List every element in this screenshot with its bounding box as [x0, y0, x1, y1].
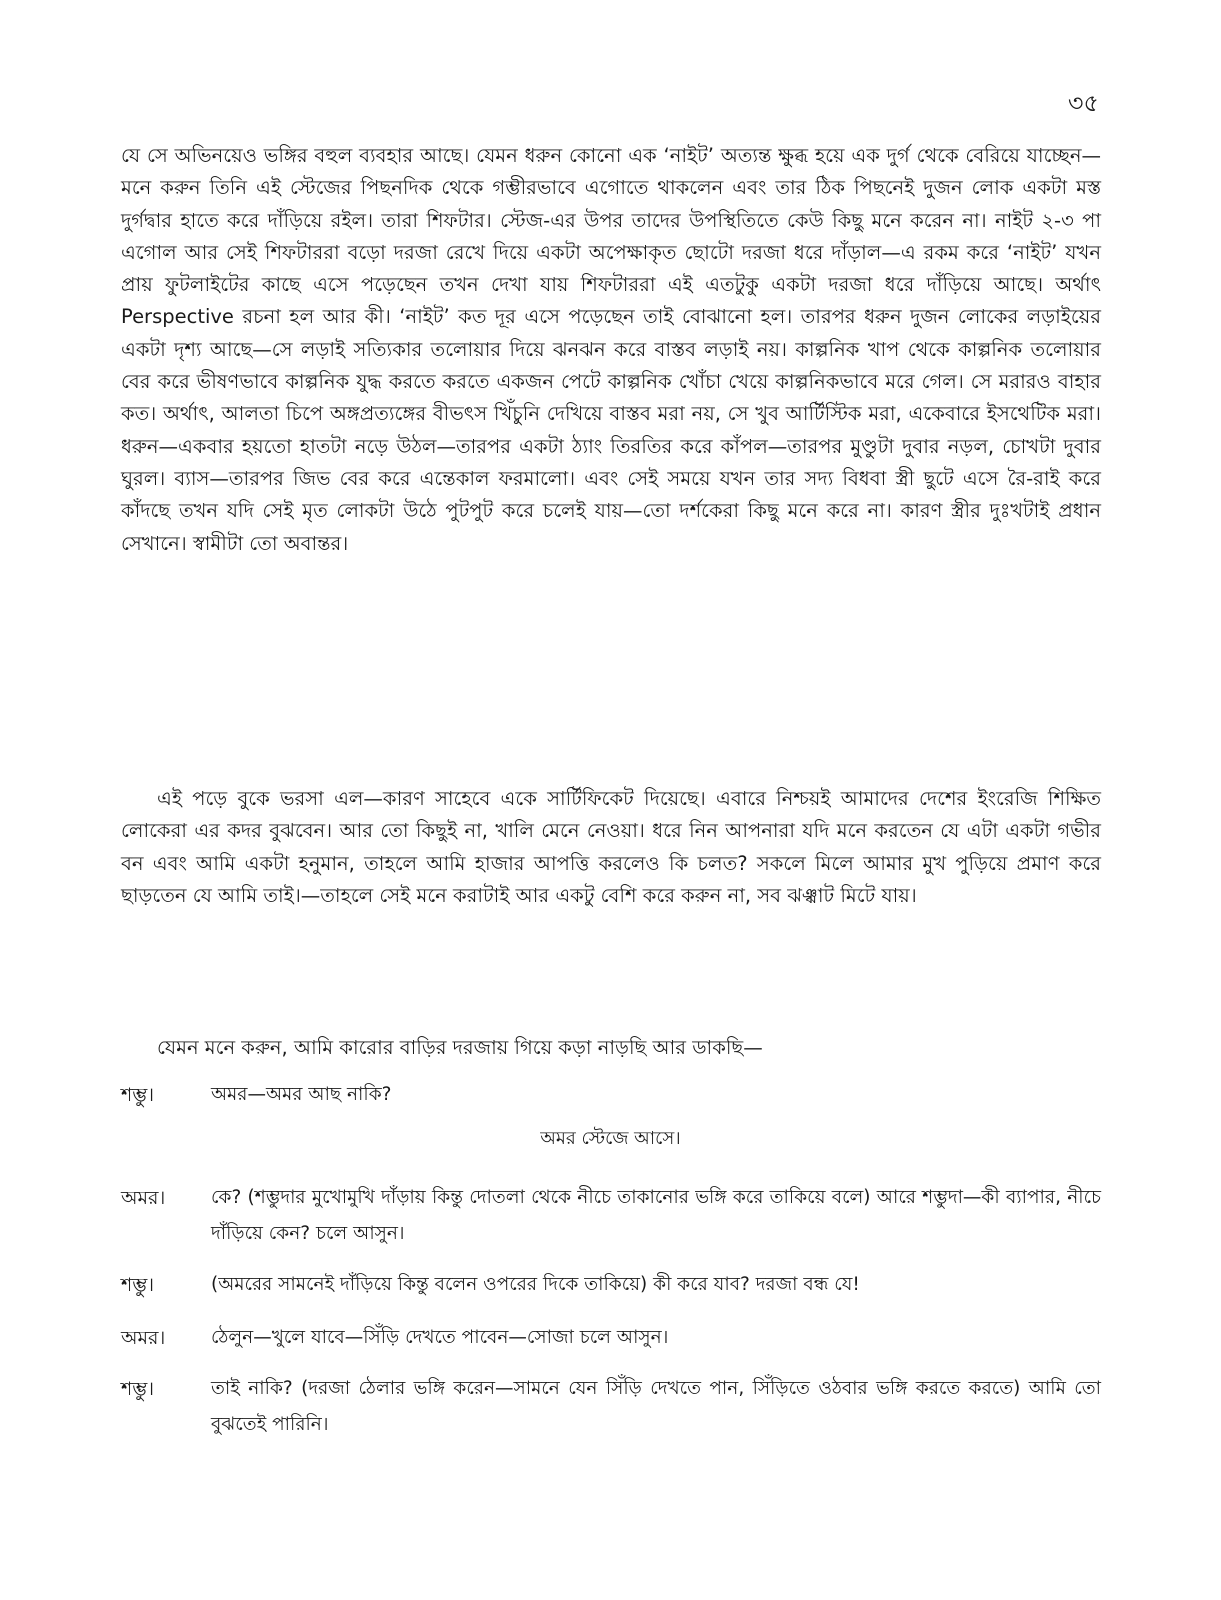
body-paragraph: যেমন মনে করুন, আমি কারোর বাড়ির দরজায় গিয়ে কড়া নাড়ছি আর ডাকছি— [157, 1036, 763, 1059]
stage-direction: অমর স্টেজে আসে। [540, 1128, 681, 1149]
page-number: ৩৫ [1067, 89, 1099, 117]
speaker-name: অমর। [121, 1187, 166, 1209]
body-paragraph: এই পড়ে বুকে ভরসা এল—কারণ সাহেবে একে সার্টিফিকেট দিয়েছে। এবারে নিশ্চয়ই আমাদের দেশের ইংরেজি শিক্ষিত লোকেরা এর কদর বুঝবেন। আর তো কিছুই না, খালি মেনে নেওয়া। ধরে নিন আপনারা যদি মনে করতেন যে এটা একটা গভীর বন এবং আমি একটা হনুমান, তাহলে আমি হাজার আপত্তি করলেও কি চলত? সকলে মিলে আমার মুখ পুড়িয়ে প্রমাণ করে ছাড়তেন যে আমি তাই।—তাহলে সেই মনে করাটাই আর একটু বেশি করে করুন না, সব ঝঞ্ঝাট মিটে যায়। [121, 787, 1101, 907]
speech-text: তাই নাকি? (দরজা ঠেলার ভঙ্গি করেন—সামনে যেন সিঁড়ি দেখতে পান, সিঁড়িতে ওঠবার ভঙ্গি করতে করতে) আমি তো বুঝতেই পারিনি। [211, 1378, 1101, 1435]
speaker-name: শম্ভু। [121, 1378, 155, 1400]
speaker-name: শম্ভু। [121, 1274, 155, 1296]
body-paragraph: যে সে অভিনয়েও ভঙ্গির বহুল ব্যবহার আছে। যেমন ধরুন কোনো এক ‘নাইট’ অত্যন্ত ক্ষুব্ধ হয়ে এক দুর্গ থেকে বেরিয়ে যাচ্ছেন—মনে করুন তিনি এই স্টেজের পিছনদিক থেকে গম্ভীরভাবে এগোতে থাকলেন এবং তার ঠিক পিছনেই দুজন লোক একটা মস্ত দুর্গদ্বার হাতে করে দাঁড়িয়ে রইল। তারা শিফটার। স্টেজ-এর উপর তাদের উপস্থিতিতে কেউ কিছু মনে করেন না। নাইট ২-৩ পা এগোল আর সেই শিফটাররা বড়ো দরজা রেখে দিয়ে একটা অপেক্ষাকৃত ছোটো দরজা ধরে দাঁড়াল—এ রকম করে ‘নাইট’ যখন প্রায় ফুটলাইটের কাছে এসে পড়েছেন তখন দেখা যায় শিফটাররা এই এতটুকু একটা দরজা ধরে দাঁড়িয়ে আছে। অর্থাৎ Perspective রচনা হল আর কী। ‘নাইট’ কত দূর এসে পড়েছেন তাই বোঝানো হল। তারপর ধরুন দুজন লোকের লড়াইয়ের একটা দৃশ্য আছে—সে লড়াই সত্যিকার তলোয়ার দিয়ে ঝনঝন করে বাস্তব লড়াই নয়। কাল্পনিক খাপ থেকে কাল্পনিক তলোয়ার বের করে ভীষণভাবে কাল্পনিক যুদ্ধ করতে করতে একজন পেটে কাল্পনিক খোঁচা খেয়ে কাল্পনিকভাবে মরে গেল। সে মরারও বাহার কত। অর্থাৎ, আলতা চিপে অঙ্গপ্রত্যঙ্গের বীভৎস খিঁচুনি দেখিয়ে বাস্তব মরা নয়, সে খুব আর্টিস্টিক মরা, একেবারে ইসথেটিক মরা। ধরুন—একবার হয়তো হাতটা নড়ে উঠল—তারপর একটা ঠ্যাং তিরতির করে কাঁপল—তারপর মুণ্ডুটা দুবার নড়ল, চোখটা দুবার ঘুরল। ব্যাস—তারপর জিভ বের করে এন্তেকাল ফরমালো। এবং সেই সময়ে যখন তার সদ্য বিধবা স্ত্রী ছুটে এসে রৈ-রাই করে কাঁদছে তখন যদি সেই মৃত লোকটা উঠে পুটপুট করে চলেই যায়—তো দর্শকেরা কিছু মনে করে না। কারণ স্ত্রীর দুঃখটাই প্রধান সেখানে। স্বামীটা তো অবান্তর। [121, 144, 1101, 555]
speech-text: (অমরের সামনেই দাঁড়িয়ে কিন্তু বলেন ওপরের দিকে তাকিয়ে) কী করে যাব? দরজা বন্ধ যে! [211, 1274, 860, 1295]
speech-text: কে? (শম্ভুদার মুখোমুখি দাঁড়ায় কিন্তু দোতলা থেকে নীচে তাকানোর ভঙ্গি করে তাকিয়ে বলে) আরে শম্ভুদা—কী ব্যাপার, নীচে দাঁড়িয়ে কেন? চলে আসুন। [211, 1187, 1101, 1244]
speaker-name: শম্ভু। [121, 1084, 155, 1106]
speech-text: ঠেলুন—খুলে যাবে—সিঁড়ি দেখতে পাবেন—সোজা চলে আসুন। [211, 1327, 669, 1348]
speech-text: অমর—অমর আছ নাকি? [211, 1084, 392, 1105]
speaker-name: অমর। [121, 1327, 166, 1349]
